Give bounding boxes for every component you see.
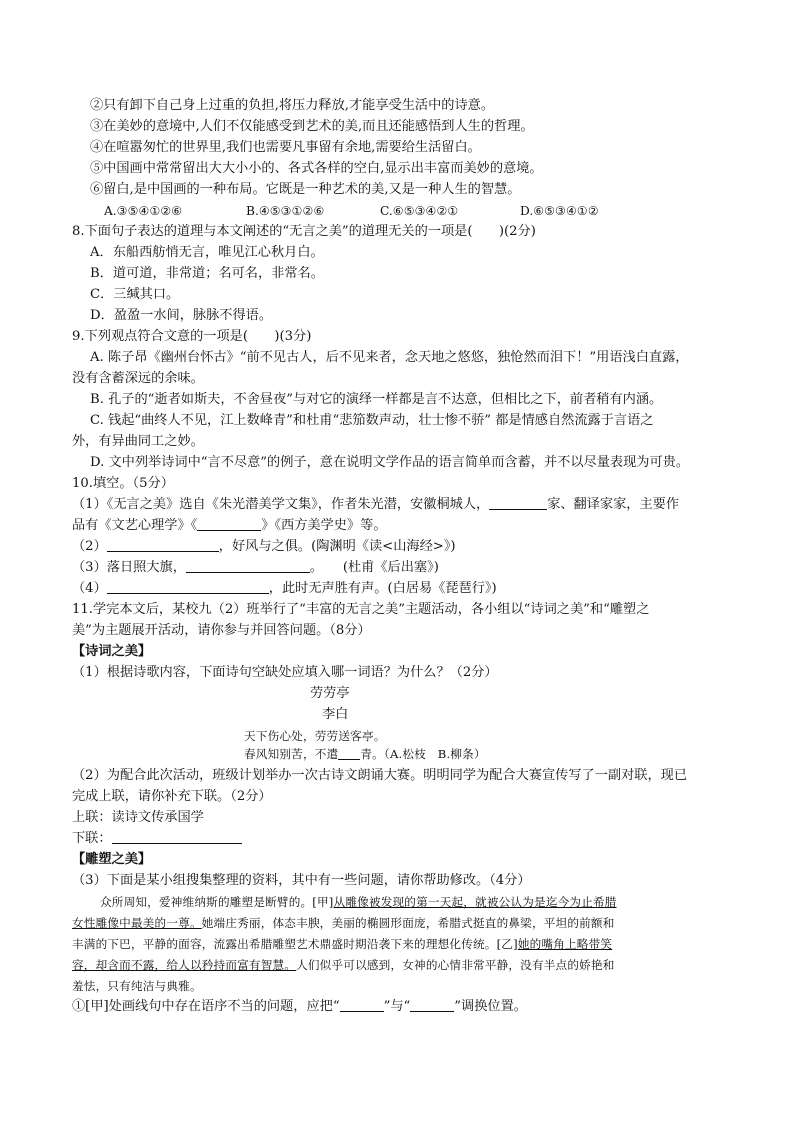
answer-blank[interactable] bbox=[107, 537, 219, 552]
sort-item-6: ⑥留白,是中国画的一种布局。它既是一种艺术的美,又是一种人生的智慧。 bbox=[90, 182, 521, 197]
q9-option-c[interactable]: C. 钱起“曲终人不见，江上数峰青”和杜甫“悲笳数声动，壮士惨不骄” 都是情感自然流露于言语之 bbox=[90, 413, 654, 428]
underlined-sentence-jia: 从雕像被发现的第一天起，就被公认为是迄今为止希腊 bbox=[333, 895, 617, 909]
sort-item-4: ④在喧嚣匆忙的世界里,我们也需要凡事留有余地,需要给生活留白。 bbox=[90, 140, 481, 155]
poem-title: 劳劳亭 bbox=[310, 686, 350, 701]
q9-stem: 9.下列观点符合文意的一项是( )(3分) bbox=[72, 329, 312, 344]
q7-option-c[interactable]: C.⑥⑤③④②① bbox=[380, 204, 459, 218]
answer-blank[interactable] bbox=[338, 745, 360, 760]
section-poetry-heading: 【诗词之美】 bbox=[72, 644, 152, 659]
answer-blank[interactable] bbox=[410, 997, 454, 1012]
q8-stem: 8.下面句子表达的道理与本文阐述的“无言之美”的道理无关的一项是( )(2分) bbox=[72, 224, 536, 239]
q10-item-2: （2） ，好风与之俱。(陶渊明《读<山海经>》) bbox=[72, 539, 456, 554]
answer-blank[interactable] bbox=[489, 495, 547, 510]
q7-option-b[interactable]: B.④⑤③①②⑥ bbox=[246, 204, 325, 218]
q10-item-3: （3）落日照大旗， 。 (杜甫《后出塞》) bbox=[72, 560, 439, 575]
material-line-5: 羞怯，只有纯洁与典雅。 bbox=[72, 979, 202, 993]
answer-blank[interactable] bbox=[197, 516, 261, 531]
q7-option-a[interactable]: A.③⑤④①②⑥ bbox=[104, 204, 183, 218]
q9-option-b[interactable]: B. 孔子的“逝者如斯夫，不舍昼夜”与对它的演绎一样都是言不达意，但相比之下，前者稍有内涵。 bbox=[90, 392, 663, 407]
q8-option-b[interactable]: B．道可道，非常道；名可名，非常名。 bbox=[90, 266, 324, 281]
q10-stem: 10.填空。（5分） bbox=[72, 476, 174, 491]
couplet-upper: 上联：读诗文传承国学 bbox=[72, 810, 204, 825]
q9-option-a-cont: 没有含蓄深远的余味。 bbox=[72, 371, 204, 386]
q8-option-d[interactable]: D．盈盈一水间，脉脉不得语。 bbox=[90, 308, 273, 323]
material-line-4: 容，却含而不露，给人以矜持而富有智慧。人们似乎可以感到，女神的心情非常平静，没有半点的娇艳和 bbox=[72, 958, 615, 972]
sort-item-2: ②只有卸下自己身上过重的负担,将压力释放,才能享受生活中的诗意。 bbox=[90, 98, 495, 113]
q11-stem: 11.学完本文后，某校九（2）班举行了“丰富的无言之美”主题活动，各小组以“诗词之美”和“雕塑之 bbox=[72, 602, 650, 617]
q10-item-1-cont: 品有《文艺心理学》《 》《西方美学史》等。 bbox=[72, 518, 387, 533]
q11-part-2: （2）为配合此次活动，班级计划举办一次古诗文朗诵大赛。明明同学为配合大赛宣传写了一副对联，现已 bbox=[72, 768, 688, 783]
couplet-lower: 下联： bbox=[72, 829, 732, 849]
q11-stem-cont: 美”为主题展开活动，请你参与并回答问题。（8分） bbox=[72, 623, 371, 638]
poem-author: 李白 bbox=[322, 707, 349, 722]
q8-option-a[interactable]: A．东船西舫悄无言，唯见江心秋月白。 bbox=[90, 245, 324, 260]
q11-part-2-cont: 完成上联，请你补充下联。（2分） bbox=[72, 789, 272, 804]
material-line-3: 丰满的下巴，平静的面容，流露出希腊雕塑艺术鼎盛时期沿袭下来的理想化传统。[乙]她的嘴角上略带笑 bbox=[72, 937, 613, 951]
q10-item-1: （1）《无言之美》选自《朱光潜美学文集》，作者朱光潜，安徽桐城人， 家、翻译家家，主要作 bbox=[72, 497, 680, 512]
material-line-1: 众所周知，爱神维纳斯的雕塑是断臂的。[甲]从雕像被发现的第一天起，就被公认为是迄今为止希腊 bbox=[100, 895, 617, 909]
q7-options bbox=[104, 201, 764, 221]
material-line-2: 女性雕像中最美的一尊。她端庄秀丽，体态丰腴，美丽的椭圆形面庞，希腊式挺直的鼻梁，平坦的前额和 bbox=[72, 916, 615, 930]
q7-option-d[interactable]: D.⑥⑤③④①② bbox=[520, 204, 599, 218]
sort-item-5: ⑤中国画中常常留出大大小小的、各式各样的空白,显示出丰富而美妙的意境。 bbox=[90, 161, 543, 176]
q10-item-4: （4） ，此时无声胜有声。(白居易《琵琶行》) bbox=[72, 581, 497, 596]
q11-sub-1: ①[甲]处画线句中存在语序不当的问题，应把“ ”与“ ”调换位置。 bbox=[72, 999, 527, 1014]
underlined-sentence-jia-cont: 女性雕像中最美的一尊。 bbox=[72, 916, 202, 930]
answer-blank[interactable] bbox=[107, 579, 269, 594]
q9-option-a[interactable]: A. 陈子昂《幽州台怀古》“前不见古人，后不见来者，念天地之悠悠，独怆然而泪下！”用语浅白直露， bbox=[90, 350, 689, 365]
underlined-sentence-yi-cont: 容，却含而不露，给人以矜持而富有智慧。 bbox=[72, 958, 297, 972]
answer-blank[interactable] bbox=[112, 829, 242, 844]
poem-line-1: 天下伤心处，劳劳送客亭。 bbox=[244, 729, 386, 743]
section-sculpture-heading: 【雕塑之美】 bbox=[72, 852, 152, 867]
q8-option-c[interactable]: C．三缄其口。 bbox=[90, 287, 180, 302]
answer-blank[interactable] bbox=[186, 558, 310, 573]
q11-part-1: （1）根据诗歌内容，下面诗句空缺处应填入哪一词语？为什么？（2分） bbox=[72, 665, 498, 680]
underlined-sentence-yi: 她的嘴角上略带笑 bbox=[517, 937, 613, 951]
poem-line-2: 春风知别苦，不遣 青。（A.松枝 B.柳条） bbox=[244, 747, 486, 761]
q9-option-d[interactable]: D. 文中列举诗词中“言不尽意”的例子，意在说明文学作品的语言简单而含蓄，并不以尽量表现为可贵。 bbox=[90, 455, 690, 470]
q11-part-3: （3）下面是某小组搜集整理的资料，其中有一些问题，请你帮助修改。（4分） bbox=[72, 873, 531, 888]
answer-blank[interactable] bbox=[340, 997, 384, 1012]
sort-item-3: ③在美妙的意境中,人们不仅能感受到艺术的美,而且还能感悟到人生的哲理。 bbox=[90, 119, 534, 134]
q9-option-c-cont: 外，有异曲同工之妙。 bbox=[72, 434, 204, 449]
